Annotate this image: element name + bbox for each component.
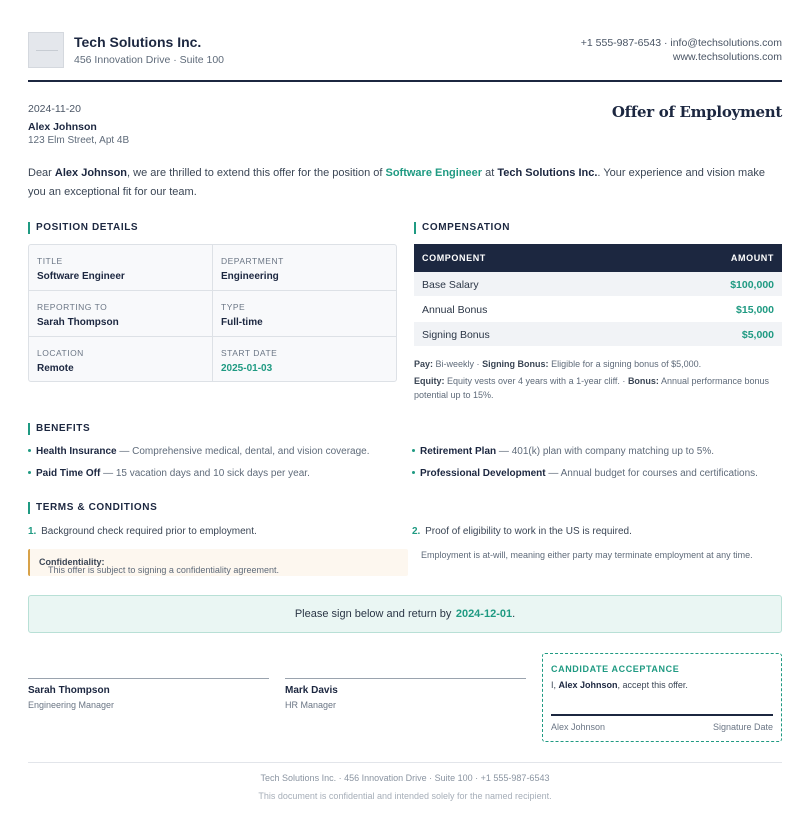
company-name: Tech Solutions Inc. — [74, 34, 202, 50]
position-details-heading: POSITION DETAILS — [28, 222, 138, 234]
recipient-address: 123 Elm Street, Apt 4B — [28, 135, 130, 146]
candidate-acceptance-heading: CANDIDATE ACCEPTANCE — [551, 664, 680, 674]
field-reporting-to: REPORTING TO Sarah Thompson — [37, 302, 119, 328]
candidate-signature-name: Alex Johnson — [551, 722, 606, 732]
at-will-note: Employment is at-will, meaning either party may terminate employment at any time. — [421, 550, 753, 560]
footer-divider — [28, 762, 782, 763]
header-divider — [28, 80, 782, 82]
confidentiality-notice: Confidentiality: This offer is subject to signing a confidentiality agreement. — [28, 549, 408, 576]
field-location: LOCATION Remote — [37, 348, 84, 374]
company-address: 456 Innovation Drive · Suite 100 — [74, 54, 225, 66]
signature-line — [28, 678, 269, 679]
footer-disclaimer: This document is confidential and intended solely for the named recipient. — [258, 791, 552, 801]
footer-company-info: Tech Solutions Inc. · 456 Innovation Drive · Suite 100 · +1 555-987-6543 — [260, 773, 550, 783]
company-website: www.techsolutions.com — [672, 51, 782, 63]
acceptance-statement: I, Alex Johnson, accept this offer. — [551, 680, 688, 690]
table-row: Base Salary $100,000 — [414, 272, 782, 297]
compensation-table-header: COMPONENT AMOUNT — [414, 244, 782, 272]
signature-line — [285, 678, 526, 679]
table-row: Annual Bonus $15,000 — [414, 297, 782, 322]
signer-name: Sarah Thompson — [28, 685, 110, 696]
compensation-table — [414, 244, 782, 347]
benefit-paid-time-off: Paid Time Off — 15 vacation days and 10 sick days per year. — [28, 468, 310, 479]
field-start-date: START DATE 2025-01-03 — [221, 348, 278, 374]
benefits-heading: BENEFITS — [28, 423, 90, 435]
document-title: Offer of Employment — [611, 103, 782, 121]
benefit-retirement-plan: Retirement Plan — 401(k) plan with company matching up to 5%. — [412, 446, 714, 457]
term-item: 1. Background check required prior to employment. — [28, 526, 257, 537]
compensation-note-pay: Pay: Bi-weekly · Signing Bonus: Eligible for a signing bonus of $5,000. — [414, 359, 702, 369]
offer-letter-page — [28, 0, 782, 835]
company-logo — [28, 32, 64, 68]
company-contact: +1 555-987-6543 · info@techsolutions.com — [580, 37, 782, 49]
position-details-grid — [28, 244, 397, 382]
benefit-professional-development: Professional Development — Annual budget for courses and certifications. — [412, 468, 758, 479]
candidate-acceptance-box — [542, 653, 782, 742]
benefit-health-insurance: Health Insurance — Comprehensive medical, dental, and vision coverage. — [28, 446, 370, 457]
signer-role: HR Manager — [285, 700, 337, 710]
signer-name: Mark Davis — [285, 685, 338, 696]
signer-role: Engineering Manager — [28, 700, 115, 710]
terms-heading: TERMS & CONDITIONS — [28, 502, 157, 514]
compensation-heading: COMPENSATION — [414, 222, 510, 234]
signature-date-label: Signature Date — [712, 722, 773, 732]
field-title: TITLE Software Engineer — [37, 256, 125, 282]
field-type: TYPE Full-time — [221, 302, 263, 328]
intro-paragraph: Dear Alex Johnson, we are thrilled to extend this offer for the position of Software Engineer at Tech Solutions Inc.. Your experience and vision make you an exceptional fit for our team. — [28, 167, 765, 198]
sign-deadline-banner: Please sign below and return by 2024-12-01. — [28, 595, 782, 633]
compensation-note-equity: Equity: Equity vests over 4 years with a 1-year cliff. · Bonus: Annual performance bonus potential up to 15%. — [414, 376, 770, 400]
candidate-signature-line — [551, 714, 773, 716]
recipient-name: Alex Johnson — [28, 121, 97, 133]
table-row: Signing Bonus $5,000 — [414, 322, 782, 347]
term-item: 2. Proof of eligibility to work in the US is required. — [412, 526, 632, 537]
letter-date: 2024-11-20 — [28, 103, 81, 115]
field-department: DEPARTMENT Engineering — [221, 256, 284, 282]
